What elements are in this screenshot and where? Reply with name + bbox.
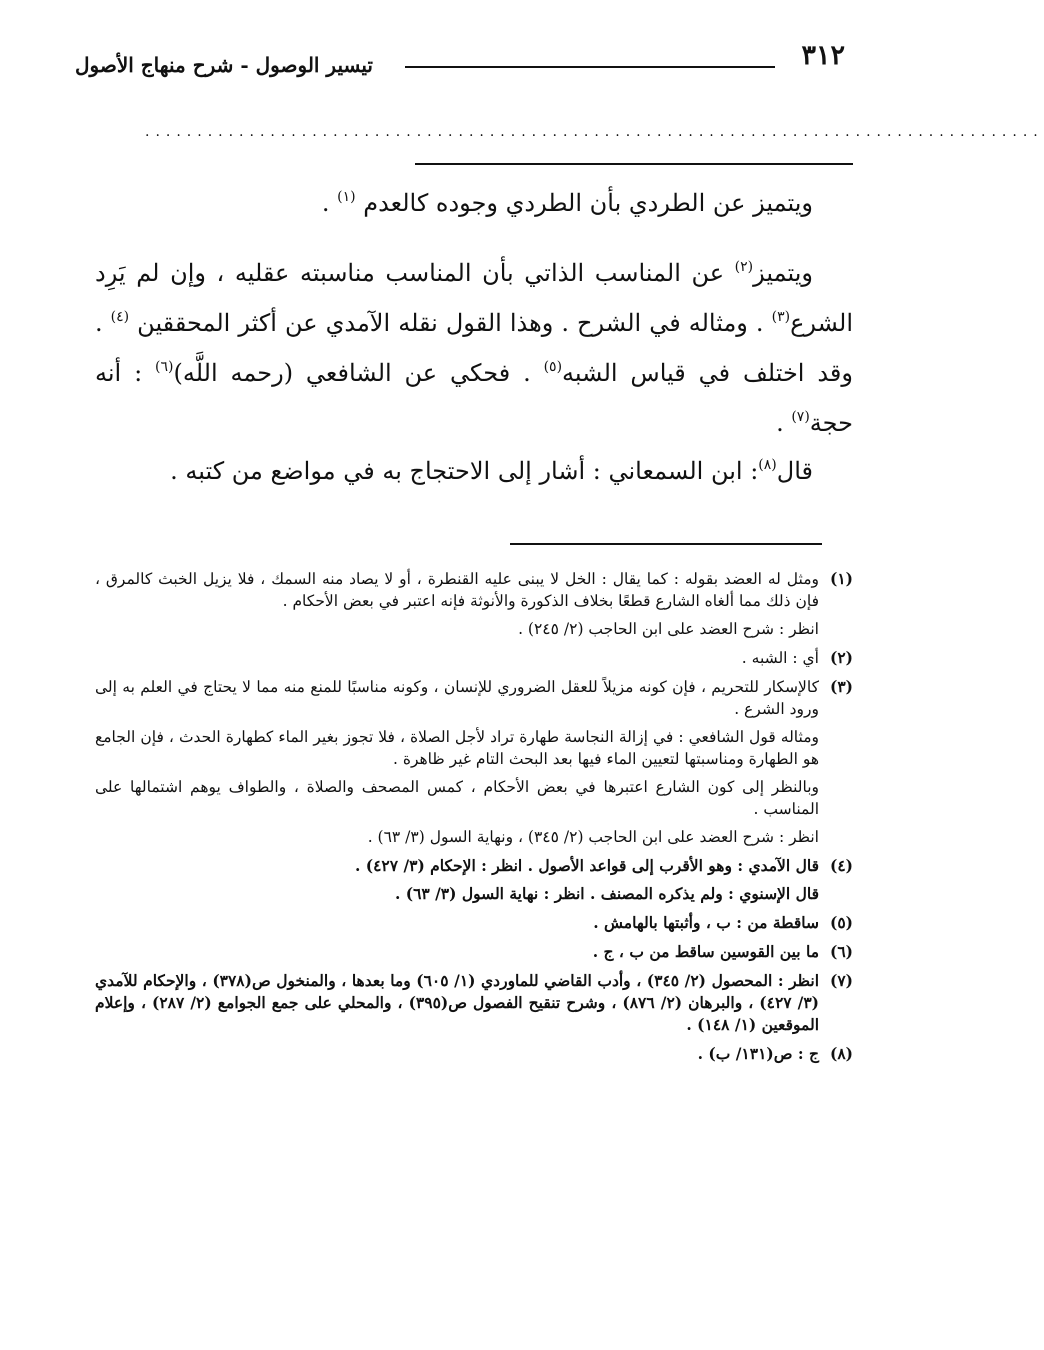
footnote-number: (٥) — [829, 913, 853, 932]
footnote-marker: (٢) — [734, 259, 754, 275]
main-paragraph-2 — [95, 248, 853, 448]
footnote-number: (٨) — [829, 1044, 853, 1063]
footnote-paragraph: ومثل له العضد بقوله : كما يقال : الخل لا يبنى عليه القنطرة ، أو لا يصاد منه السمك ، فلا يزيل الخبث كالمرق ، فإن ذلك مما ألغاه الشارع قطعًا بخلاف الذكورة والأنوثة فإنه اعتبر في بعض الأحكام . — [95, 570, 819, 610]
text-segment: : ابن السمعاني : أشار إلى الاحتجاج به في مواضع من كتبه . — [170, 457, 759, 485]
footnote-paragraph: ساقطة من : ب ، وأثبتها بالهامش . — [593, 913, 819, 932]
footnote-body — [95, 647, 819, 669]
footnote-body — [95, 1043, 819, 1065]
text-segment: ويتميز عن الطردي بأن الطردي وجوده كالعدم — [355, 189, 813, 217]
footnote-paragraph: انظر : المحصول (٢/ ٣٤٥) ، وأدب القاضي للماوردي (١/ ٦٠٥) وما بعدها ، والمنخول ص(٣٧٨) ، والإحكام للآمدي (٣/ ٤٢٧) ، والبرهان (٢/ ٨٧٦) ، وشرح تنقيح الفصول ص(٣٩٥) ، والمحلي على جمع الجوامع (٢/ ٢٨٧) ، وإعلام الموقعين (١/ ١٤٨) . — [95, 971, 820, 1034]
footnote-paragraph: قال الآمدي : وهو الأقرب إلى قواعد الأصول . انظر : الإحكام (٣/ ٤٢٧) . — [354, 856, 819, 875]
footnote-separator — [510, 543, 822, 545]
footnote-item — [95, 970, 853, 1036]
running-title: تيسير الوصول - شرح منهاج الأصول — [75, 53, 373, 77]
footnote-number: (١) — [829, 569, 853, 588]
dotted-separator: ...................................................................................... — [145, 124, 1044, 140]
footnote-item — [95, 855, 853, 905]
main-paragraph-text — [95, 446, 853, 496]
footnote-item — [95, 676, 853, 848]
main-paragraph-text — [95, 178, 853, 228]
footnote-paragraph: قال الإسنوي : ولم يذكره المصنف . انظر : نهاية السول (٣/ ٦٣) . — [394, 884, 819, 903]
text-segment: . — [321, 189, 338, 217]
footnote-paragraph: ومثاله قول الشافعي : في إزالة النجاسة طهارة تراد لأجل الصلاة ، فلا تجوز بغير الماء كطهارة الحدث ، فإن الجامع هو الطهارة ومناسبتها لتعيين الماء فيها بعد البحث التام غير ظاهرة . — [95, 728, 819, 768]
footnote-marker: (٣) — [771, 309, 791, 325]
footnote-body — [95, 855, 819, 905]
footnote-item — [95, 568, 853, 640]
footnote-paragraph: وبالنظر إلى كون الشارع اعتبرها في بعض الأحكام ، كمس المصحف والصلاة ، والطواف يوهم اشتمالها على المناسب . — [95, 778, 819, 818]
footnote-body — [95, 970, 819, 1036]
footnote-paragraph: كالإسكار للتحريم ، فإن كونه مزيلاً للعقل الضروري للإنسان ، وكونه مناسبًا للمنع منه مما لا يحتاج في العلم به إلى ورود الشرع . — [95, 678, 819, 718]
footnote-number: (٧) — [829, 971, 853, 990]
footnote-marker: (٨) — [758, 457, 777, 473]
footnote-item — [95, 647, 853, 669]
text-segment: . — [776, 409, 792, 437]
footnote-paragraph: ج : ص(١٣١/ ب) . — [697, 1044, 819, 1063]
footnote-paragraph: انظر : شرح العضد على ابن الحاجب (٢/ ٣٤٥) ، ونهاية السول (٣/ ٦٣) . — [367, 828, 819, 846]
text-segment: . فحكي عن الشافعي (رحمه اللَّه) — [173, 359, 544, 387]
footnote-number: (٤) — [829, 856, 853, 875]
footnote-body — [95, 912, 819, 934]
section-rule — [415, 163, 853, 165]
footnote-marker: (٤) — [110, 309, 130, 325]
main-paragraph-text — [95, 248, 853, 448]
header-rule — [405, 66, 775, 68]
footnote-marker: (٧) — [791, 409, 810, 425]
footnote-number: (٦) — [829, 942, 853, 961]
main-paragraph-1 — [95, 178, 853, 228]
text-segment: قال — [776, 457, 813, 485]
footnote-paragraph: ما بين القوسين ساقط من ب ، ج . — [592, 942, 819, 961]
main-paragraph-3 — [95, 446, 853, 496]
footnote-body — [95, 676, 819, 848]
footnote-item — [95, 941, 853, 963]
footnote-paragraph: انظر : شرح العضد على ابن الحاجب (٢/ ٢٤٥) . — [518, 620, 819, 638]
text-segment: . ومثاله في الشرح . وهذا القول نقله الآمدي عن أكثر المحققين — [129, 309, 772, 337]
footnote-marker: (١) — [337, 189, 356, 205]
footnote-number: (٢) — [829, 648, 853, 667]
footnote-item — [95, 1043, 853, 1065]
footnotes — [95, 568, 853, 1072]
footnote-marker: (٥) — [543, 359, 563, 375]
page-number: ٣١٢ — [801, 40, 845, 71]
text-segment: ويتميز — [753, 259, 813, 287]
footnote-marker: (٦) — [155, 359, 174, 375]
footnote-number: (٣) — [829, 677, 853, 696]
footnote-item — [95, 912, 853, 934]
footnote-paragraph: أي : الشبه . — [741, 649, 819, 667]
text-segment: عن المناسب الذاتي بأن المناسب مناسبته عقليه ، وإن لم يَرِد الشرع — [95, 259, 854, 337]
text-segment: . وقد اختلف في قياس الشبه — [95, 309, 853, 387]
text-segment: : أنه حجة — [95, 359, 853, 437]
footnote-body — [95, 568, 819, 640]
footnote-body — [95, 941, 819, 963]
